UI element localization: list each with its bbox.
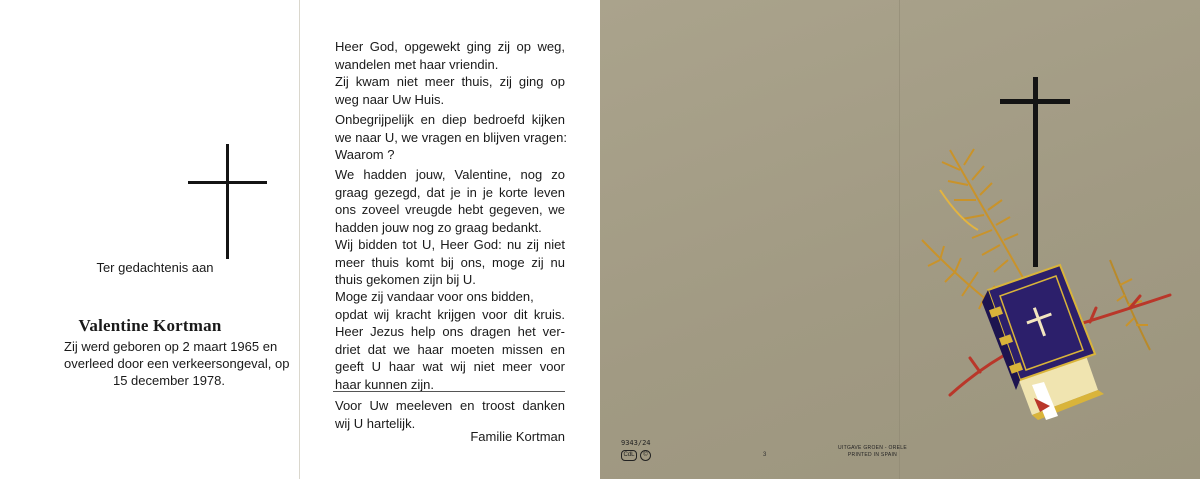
deceased-name: Valentine Kortman: [78, 316, 222, 335]
prayer-stanza-1: [335, 38, 565, 108]
prayer-line: Moge zij vandaar voor ons bidden,: [335, 289, 534, 304]
divider-line: [333, 391, 565, 392]
bio-text: [64, 338, 290, 389]
prayer-line: weg naar Uw Huis.: [335, 91, 445, 107]
prayer-stanza-3: [335, 166, 565, 289]
inside-left-panel: [0, 0, 300, 479]
family-signature: Familie Kortman: [470, 429, 565, 444]
bible-icon: [982, 265, 1104, 420]
prayer-line: meer thuis komt bij ons, moge zij nu: [335, 254, 565, 270]
prayer-line: Heer Jezus help ons dragen het ver-: [335, 324, 565, 339]
prayer-line: thuis gekomen zijn bij U.: [335, 272, 476, 287]
cover-cross-icon: [1033, 77, 1038, 267]
prayer-line: graag gezegd, dat je in je korte leven: [335, 184, 565, 200]
thanks-line: wij U hartelijk.: [335, 415, 416, 431]
prayer-line: We hadden jouw, Valentine, nog zo: [335, 167, 565, 182]
prayer-line: hadden jouw nog zo graag bedankt.: [335, 219, 542, 235]
prayer-stanza-4: [335, 288, 565, 393]
printer-line: PRINTED IN SPAIN: [847, 452, 898, 458]
copyright-icon: ©: [640, 450, 651, 461]
bio-line: overleed door een verkeersongeval, op: [64, 356, 290, 371]
prayer-line: Zij kwam niet meer thuis, zij ging op: [335, 74, 565, 89]
thanks-text: [335, 397, 565, 432]
prayer-line: Heer God, opgewekt ging zij op weg,: [335, 39, 565, 54]
prayer-line: we naar U, we vragen en blijven vragen:: [335, 129, 567, 145]
prayer-line: Waarom ?: [335, 147, 395, 162]
prayer-line: ons zoveel vreugde hebt gegeven, we: [335, 202, 565, 217]
prayer-stanza-2: [335, 111, 565, 164]
prayer-line: Wij bidden tot U, Heer God: nu zij niet: [335, 237, 565, 252]
cover-fold-line: [899, 0, 900, 479]
memorial-label: Ter gedachtenis aan: [96, 260, 214, 275]
printer-imprint: [838, 445, 907, 459]
product-code: 9343/24: [621, 439, 651, 447]
prayer-line: geeft U haar wat wij niet meer voor: [335, 359, 565, 374]
card-cover: [600, 0, 1200, 479]
bio-line: Zij werd geboren op 2 maart 1965 en: [64, 339, 278, 354]
printer-line: UITGAVE GROEN - ORELE: [838, 445, 907, 451]
publisher-badge: CdL: [621, 450, 637, 461]
prayer-line: Onbegrijpelijk en diep bedroefd kijken: [335, 112, 565, 127]
publisher-logos: [621, 450, 651, 461]
prayer-line: wandelen met haar vriendin.: [335, 56, 499, 72]
prayer-line: haar kunnen zijn.: [335, 376, 435, 392]
bio-line: 15 december 1978.: [112, 373, 226, 388]
thanks-line: Voor Uw meeleven en troost danken: [335, 398, 565, 413]
page-mark: 3: [763, 452, 767, 458]
prayer-line: driet dat we haar moeten missen en: [335, 341, 565, 357]
cross-bible-palm-illustration: [920, 60, 1180, 440]
prayer-line: opdat wij kracht krijgen voor dit kruis.: [335, 306, 565, 322]
